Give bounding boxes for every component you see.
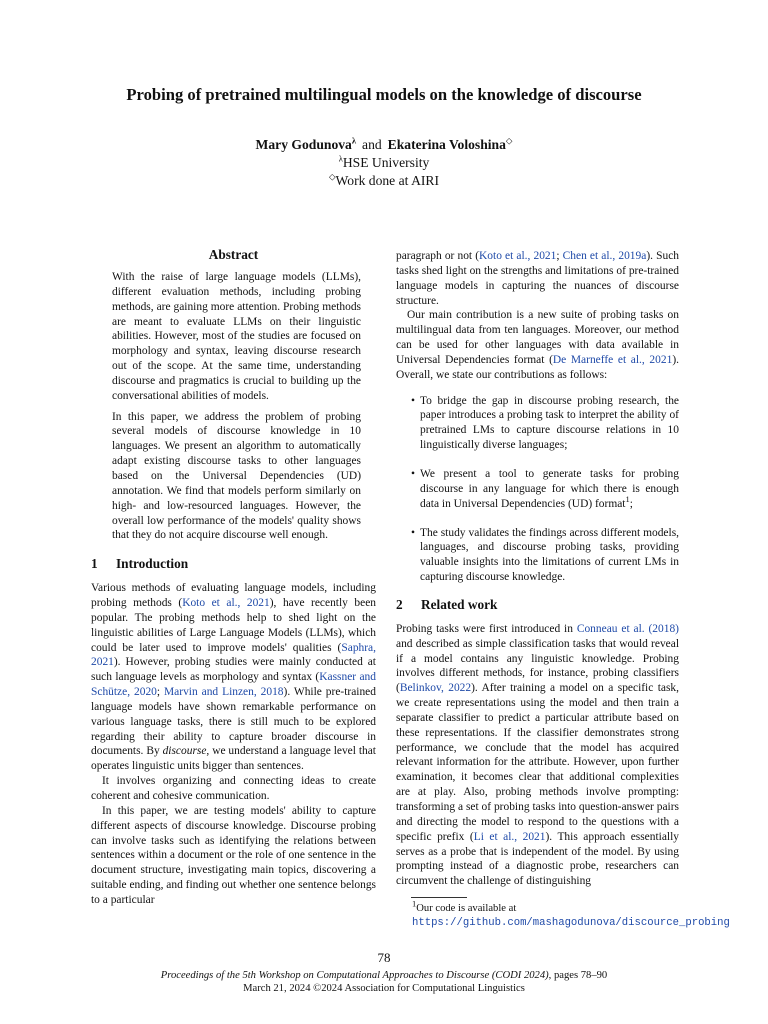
citation-link[interactable]: Conneau et al. (2018) <box>576 622 679 635</box>
list-item: • The study validates the findings across different models, languages, and discourse probing tasks, providing valuable insights into the limitations of current LMs in capturing discourse knowledge. <box>411 526 679 584</box>
abstract-paragraph-2: In this paper, we address the problem of probing several models of discourse knowledge in 10 languages. We present an algorithm to automatically adapt existing discourse tasks to other languages based on the Universal Dependencies (UD) annotation. We find that models perform similarly on high- and low-resourced languages. However, the overall low performance of the models' quality shows that they do not acquire discourse well enough. <box>112 410 361 542</box>
bullet-icon: • <box>411 526 416 539</box>
citation-link[interactable]: Kassner and Schütze, 2020 <box>91 671 376 699</box>
citation-link[interactable]: Koto et al., 2021 <box>479 250 557 262</box>
related-work-paragraph: Probing tasks were first introduced in Conneau et al. (2018) and described as simple classification tasks that would reveal if a model contains any linguistic knowledge. Probing involves different methods, for instance, probing classifiers (Belinkov, 2022). After training a model on a specific task, we create representations using the model and then train a separate classifier to predict a particular attribute based on these representations. If the classifier demonstrates strong performance, we conclude that the model has acquired relevant information for the attribute. However, upon further examination, it becomes clear that additional complexities are at play. Also, probing methods involve prompting: transforming a set of probing tasks into question-answer pairs and directing the model to respond to the questions with a specific prefix (Li et al., 2021). This approach essentially serves as a probe that is independent of the model. By using prompting instead of a diagnostic probe, researchers can circumvent the challenge of distinguishing <box>396 622 679 888</box>
contribution-intro-paragraph: Our main contribution is a new suite of probing tasks on multilingual data from ten languages. Moreover, our method can be used for other languages with data available in Universal Dependencies format (De Marneffe et al., 2021). Overall, we state our contributions as follows: <box>396 309 679 381</box>
bullet-icon: • <box>411 394 416 407</box>
citation-link[interactable]: De Marneffe et al., 2021 <box>552 353 673 366</box>
section-heading-related-work: 2 Related work <box>396 596 498 612</box>
abstract-paragraph-1: With the raise of large language models (LLMs), different evaluation methods, including probing methods, are gaining more attention. Probing methods are meant to evaluate LLMs on their linguistic abilities. However, most of the studies are focused on morphology and syntax, leaving discourse research out of the scope. At the same time, understanding discourse and pragmatics is crucial to building up the conversational abilities of models. <box>112 271 361 402</box>
abstract-heading: Abstract <box>208 247 259 262</box>
footer-copyright-line: March 21, 2024 ©2024 Association for Computational Linguistics <box>243 983 525 994</box>
page-number: 78 <box>377 950 391 965</box>
author-1: Mary Godunova$^\lambda$ <box>255 135 357 152</box>
paper-title: Probing of pretrained multilingual models on the knowledge of discourse <box>126 85 642 104</box>
author-block <box>0 136 768 190</box>
contribution-list <box>396 394 679 585</box>
author-2: Ekaterina Voloshina◇ <box>387 135 513 152</box>
footnote-marker[interactable]: 1 <box>625 493 630 504</box>
list-item: • We present a tool to generate tasks for probing discourse in any language for which there is enough data in Universal Dependencies (UD) format$^1$; <box>411 467 679 510</box>
left-column <box>91 247 376 908</box>
section-heading-introduction: 1 Introduction <box>91 556 189 572</box>
citation-link[interactable]: Belinkov, 2022 <box>399 682 472 695</box>
affiliation-1: $^\lambda$HSE University <box>338 153 430 170</box>
bullet-icon: • <box>411 467 416 480</box>
citation-link[interactable]: Li et al., 2021 <box>473 830 546 843</box>
footnote-divider <box>411 897 467 898</box>
code-repository-link[interactable]: https://github.com/mashagodunova/discource_probing <box>412 916 730 929</box>
intro-paragraph-3: In this paper, we are testing models' ability to capture different aspects of discourse knowledge. Discourse probing can involve tasks such as identifying the relations between sentences within a document or the role of one sentence in the document structure, investigating main topics, discovering a suitable ending, and finding out whether one sentence belongs to a particular <box>91 804 376 906</box>
citation-link[interactable]: Chen et al., 2019a <box>562 250 647 262</box>
abstract-body <box>91 270 376 543</box>
citation-link[interactable]: Marvin and Linzen, 2018 <box>164 686 284 699</box>
right-column <box>396 249 730 930</box>
author-names <box>0 136 768 154</box>
footnote: $^1$Our code is available at https://github.com/mashagodunova/discource_probing <box>412 898 730 929</box>
intro-paragraph-1: Various methods of evaluating language models, including probing methods (Koto et al., 2021), have recently been popular. The probing methods help to shed light on the linguistic abilities of Large Language Models (LLMs), which could be later used to improve models' qualities (Saphra, 2021). However, probing studies were mainly conducted at such language levels as morphology and syntax (Kassner and Schütze, 2020; Marvin and Linzen, 2018). While pre-trained language models have shown remarkable performance on various language tasks, there is still much to be explored regarding their ability to capture broader discourse in documents. By discourse, we understand a language level that operates linguistic units bigger than sentences. <box>91 582 376 773</box>
list-item: • To bridge the gap in discourse probing research, the paper introduces a probing task to interpret the ability of pretrained LMs to capture discourse relations in 10 linguistically diverse languages; <box>411 394 679 452</box>
affiliation-2: ◇Work done at AIRI <box>328 171 440 188</box>
intro-paragraph-2: It involves organizing and connecting ideas to create coherent and cohesive communication. <box>91 775 376 802</box>
citation-link[interactable]: Koto et al., 2021 <box>182 597 270 610</box>
page-footer <box>0 969 768 995</box>
and-text: and <box>362 137 382 152</box>
citation-link[interactable]: Saphra, 2021 <box>91 641 376 669</box>
intro-continued-paragraph: paragraph or not (Koto et al., 2021; Chen et al., 2019a). Such tasks shed light on the strengths and limitations of pre-trained language models in capturing the nuances of discourse structure. <box>396 250 679 307</box>
footer-venue-line: Proceedings of the 5th Workshop on Computational Approaches to Discourse (CODI 2024), pages 78–90 <box>160 970 608 981</box>
